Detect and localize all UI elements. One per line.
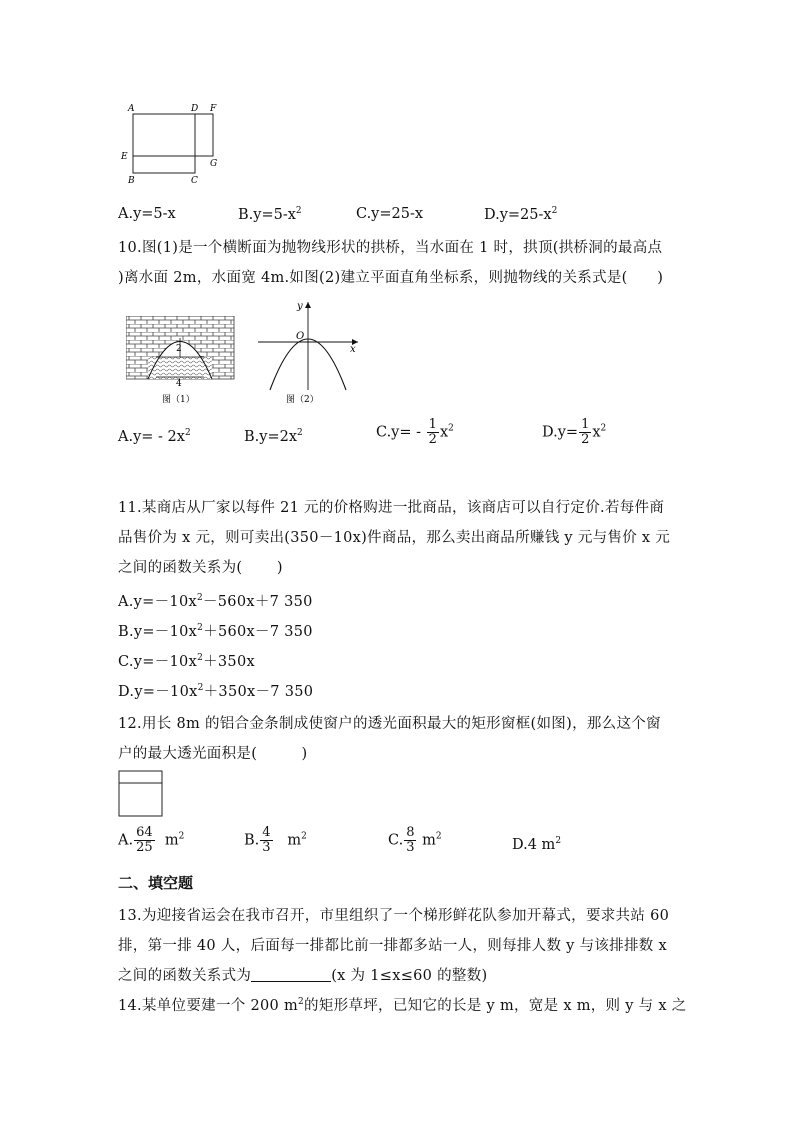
fig2-o-label: O: [296, 331, 305, 342]
q10-text-line1: 10.图(1)是一个横断面为抛物线形状的拱桥，当水面在 1 时，拱顶(拱桥洞的最高点: [118, 240, 663, 256]
label-d: D: [191, 104, 199, 114]
label-e: E: [121, 152, 128, 162]
fraction: $\frac{1}{2}$: [428, 417, 437, 447]
q9-option-d[interactable]: $D.y=25-x^2$: [484, 206, 558, 223]
label-b: B: [128, 176, 135, 186]
label-a: A: [128, 104, 135, 114]
q9-figure: [118, 100, 228, 186]
q10-figure-2: [256, 298, 366, 408]
q12-option-a[interactable]: A. $\frac{64}{25}$ $m^2$: [118, 825, 185, 855]
fraction: $\frac{4}{3}$: [262, 825, 271, 855]
fig1-width-label: 4: [176, 379, 182, 389]
fig1-caption: 图（1）: [162, 395, 195, 405]
q14-text-line1: 14.某单位要建一个 200 $m^2$的矩形草坪，已知它的长是 y m，宽是 x m，则 y 与 x 之: [118, 997, 687, 1014]
q11-option-a[interactable]: $A.y=-10x^2-560x+7$ 350: [118, 593, 313, 610]
q12-window-figure: [118, 770, 164, 818]
q10-text-line2: )离水面 2m，水面宽 4m.如图(2)建立平面直角坐标系，则抛物线的关系式是( ): [118, 270, 664, 286]
q12-option-b[interactable]: B. $\frac{4}{3}$ $m^2$: [244, 825, 307, 855]
fraction: $\frac{1}{2}$: [581, 417, 590, 447]
q12-option-c[interactable]: C. $\frac{8}{3}$ $m^2$: [388, 825, 442, 855]
q9-option-c[interactable]: C.y=25-x: [356, 206, 424, 222]
q13-text-line2: 排，第一排 40 人，后面每一排都比前一排都多站一人，则每排人数 y 与该排排数 x: [118, 938, 667, 954]
fraction: $\frac{64}{25}$: [136, 825, 153, 855]
q11-text-line1: 11.某商店从厂家以每件 21 元的价格购进一批商品，该商店可以自行定价.若每件商: [118, 500, 665, 516]
q11-option-d[interactable]: $D.y=-10x^2+350x-7$ 350: [118, 683, 314, 700]
q12-option-d[interactable]: D.4 $m^2$: [512, 836, 562, 853]
section-heading: 二、填空题: [118, 874, 194, 892]
label-f: F: [210, 104, 217, 114]
fig2-y-label: y: [297, 301, 303, 312]
q11-option-b[interactable]: $B.y=-10x^2+560x-7$ 350: [118, 623, 313, 640]
q12-text-line1: 12.用长 8m 的铝合金条制成使窗户的透光面积最大的矩形窗框(如图)，那么这个窗: [118, 716, 661, 732]
q10-option-b[interactable]: $B.y=2x^2$: [244, 428, 303, 445]
q10-option-a[interactable]: $A.y= - 2x^2$: [118, 428, 191, 445]
q10-option-c[interactable]: C.y= - $\frac{1}{2}$ $x^2$: [376, 417, 454, 447]
q10-figure-1: [126, 316, 236, 408]
q13-text-line1: 13.为迎接省运会在我市召开，市里组织了一个梯形鲜花队参加开幕式，要求共站 60: [118, 908, 670, 924]
q10-option-d[interactable]: D.y= $\frac{1}{2}$ $x^2$: [542, 417, 607, 447]
label-c: C: [191, 176, 198, 186]
q11-text-line3: 之间的函数关系为( ): [118, 560, 283, 576]
q13-text-line3: 之间的函数关系式为 (x 为 1≤x≤60 的整数): [118, 968, 488, 984]
fraction: $\frac{8}{3}$: [406, 825, 415, 855]
q12-text-line2: 户的最大透光面积是( ): [118, 746, 308, 762]
fig2-x-label: x: [350, 344, 356, 355]
q9-option-a[interactable]: A.y=5-x: [118, 206, 176, 222]
fig1-height-label: 2: [176, 344, 182, 354]
answer-blank[interactable]: [251, 967, 331, 982]
q9-option-b[interactable]: $B.y=5-x^2$: [238, 206, 302, 223]
fig2-caption: 图（2）: [286, 395, 319, 405]
q11-text-line2: 品售价为 x 元，则可卖出(350－10x)件商品，那么卖出商品所赚钱 y 元与售价 x 元: [118, 530, 671, 546]
q11-option-c[interactable]: $C.y=-10x^2+350x$: [118, 653, 255, 670]
label-g: G: [210, 159, 218, 169]
